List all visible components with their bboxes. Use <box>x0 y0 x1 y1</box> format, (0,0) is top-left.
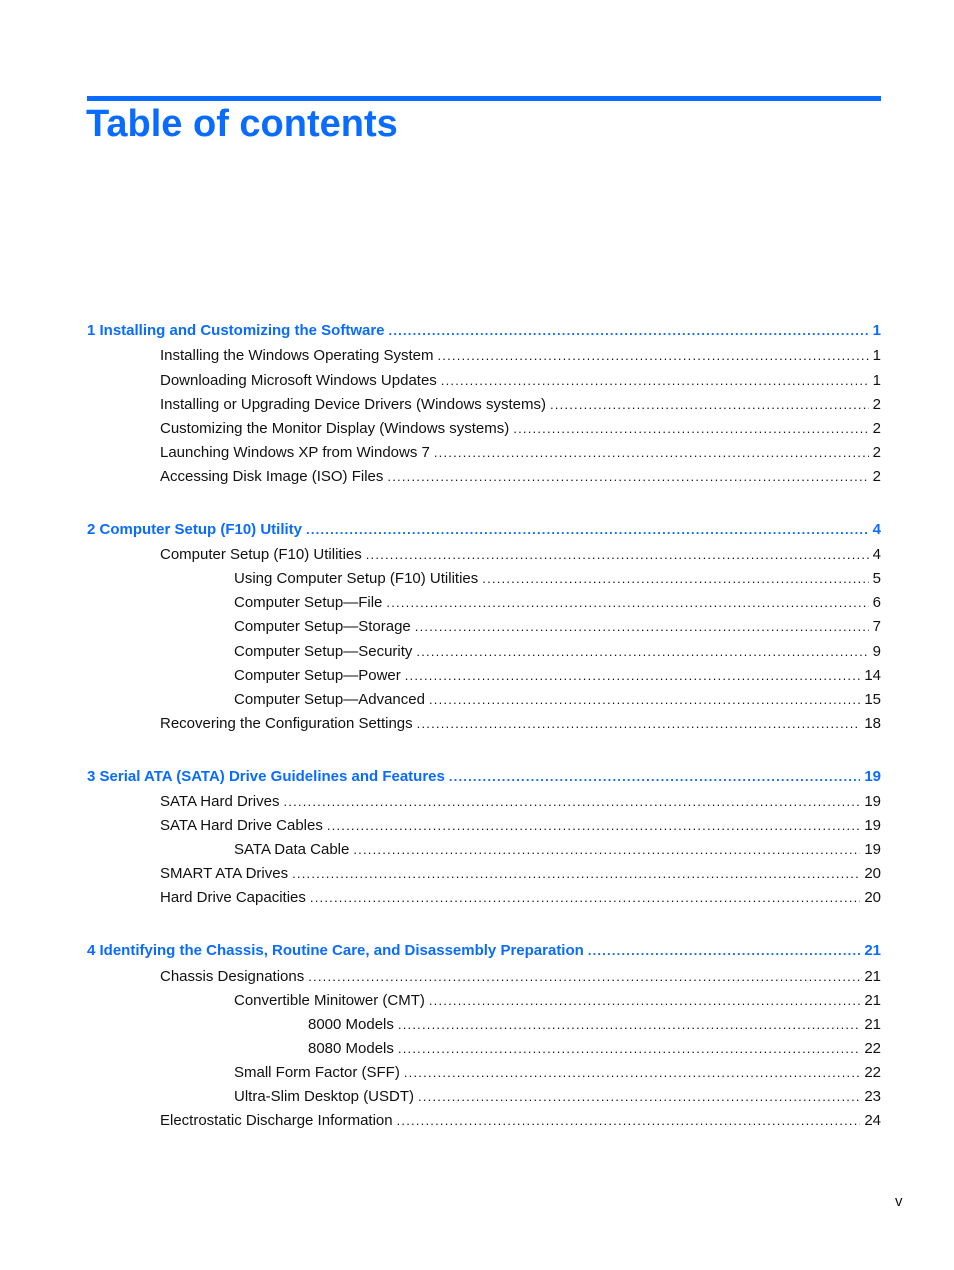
toc-page-number: 2 <box>872 468 881 485</box>
toc-leader-dots <box>308 968 860 986</box>
toc-entry-label: 8000 Models <box>308 1016 394 1033</box>
toc-page-number: 15 <box>864 691 881 708</box>
toc-entry[interactable] <box>234 618 881 636</box>
toc-page-number: 21 <box>864 968 881 985</box>
toc-leader-dots <box>398 1040 860 1058</box>
toc-leader-dots <box>387 468 868 486</box>
toc-entry-label: SATA Hard Drive Cables <box>160 817 323 834</box>
toc-entry-label: Ultra-Slim Desktop (USDT) <box>234 1088 415 1105</box>
toc-entry[interactable] <box>308 1016 881 1034</box>
toc-chapter-3[interactable] <box>87 768 881 786</box>
toc-page-number: 21 <box>864 942 881 959</box>
toc-entry-label: Launching Windows XP from Windows 7 <box>160 444 430 461</box>
toc-leader-dots <box>404 1064 860 1082</box>
toc-entry[interactable] <box>308 1040 881 1058</box>
toc-page-number: 2 <box>872 444 881 461</box>
toc-entry-label: Computer Setup—Storage <box>234 618 411 635</box>
toc-chapter-4[interactable] <box>87 942 881 960</box>
toc-leader-dots <box>429 691 860 709</box>
toc-leader-dots <box>397 1112 861 1130</box>
toc-entry[interactable] <box>160 396 881 414</box>
toc-entry-label: SATA Data Cable <box>234 841 350 858</box>
toc-leader-dots <box>389 322 869 340</box>
toc-leader-dots <box>482 570 868 588</box>
toc-page-number: 7 <box>872 618 881 635</box>
toc-entry[interactable] <box>160 347 881 365</box>
toc-entry[interactable] <box>160 817 881 835</box>
toc-entry-label: Computer Setup—File <box>234 594 383 611</box>
toc-leader-dots <box>310 889 860 907</box>
toc-page-number: 1 <box>872 347 881 364</box>
toc-entry-label: Chassis Designations <box>160 968 305 985</box>
toc-page-number: 9 <box>872 643 881 660</box>
toc-entry-label: 8080 Models <box>308 1040 394 1057</box>
toc-leader-dots <box>327 817 860 835</box>
toc-page-number: 19 <box>864 793 881 810</box>
toc-entry-label: Computer Setup—Power <box>234 667 401 684</box>
toc-entry-label: 4 Identifying the Chassis, Routine Care, and Disassembly Preparation <box>87 942 584 959</box>
toc-page-number: 2 <box>872 396 881 413</box>
toc-page-number: 24 <box>864 1112 881 1129</box>
toc-chapter-2[interactable] <box>87 521 881 539</box>
toc-entry[interactable] <box>160 968 881 986</box>
toc-entry[interactable] <box>234 570 881 588</box>
toc-entry[interactable] <box>234 841 881 859</box>
toc-entry[interactable] <box>160 372 881 390</box>
toc-entry-label: Convertible Minitower (CMT) <box>234 992 425 1009</box>
toc-entry-label: Computer Setup (F10) Utilities <box>160 546 362 563</box>
toc-entry-label: SMART ATA Drives <box>160 865 289 882</box>
toc-leader-dots <box>418 1088 860 1106</box>
toc-entry[interactable] <box>234 643 881 661</box>
toc-entry[interactable] <box>234 1064 881 1082</box>
footer-page-number: v <box>895 1193 903 1210</box>
toc-leader-dots <box>434 444 869 462</box>
toc-page-number: 23 <box>864 1088 881 1105</box>
toc-entry[interactable] <box>160 1112 881 1130</box>
toc-entry[interactable] <box>160 546 881 564</box>
toc-leader-dots <box>417 715 861 733</box>
toc-entry[interactable] <box>160 468 881 486</box>
toc-leader-dots <box>415 618 869 636</box>
toc-leader-dots <box>292 865 860 883</box>
toc-leader-dots <box>386 594 868 612</box>
toc-leader-dots <box>306 521 869 539</box>
toc-entry[interactable] <box>160 420 881 438</box>
toc-page-number: 2 <box>872 420 881 437</box>
toc-entry-label: Accessing Disk Image (ISO) Files <box>160 468 384 485</box>
toc-entry-label: Installing the Windows Operating System <box>160 347 434 364</box>
toc-entry-label: Customizing the Monitor Display (Windows systems) <box>160 420 510 437</box>
toc-entry-label: Computer Setup—Security <box>234 643 413 660</box>
toc-entry-label: SATA Hard Drives <box>160 793 280 810</box>
toc-page-number: 20 <box>864 889 881 906</box>
toc-page-number: 5 <box>872 570 881 587</box>
toc-entry[interactable] <box>160 889 881 907</box>
toc-page-number: 22 <box>864 1064 881 1081</box>
toc-entry-label: Hard Drive Capacities <box>160 889 306 906</box>
toc-page-number: 19 <box>864 768 881 785</box>
toc-leader-dots <box>398 1016 860 1034</box>
toc-entry-label: Computer Setup—Advanced <box>234 691 425 708</box>
toc-entry[interactable] <box>160 793 881 811</box>
toc-entry[interactable] <box>160 444 881 462</box>
toc-page-number: 14 <box>864 667 881 684</box>
toc-page-number: 18 <box>864 715 881 732</box>
toc-entry-label: Downloading Microsoft Windows Updates <box>160 372 437 389</box>
page-title: Table of contents <box>86 103 398 145</box>
toc-entry[interactable] <box>234 691 881 709</box>
toc-entry[interactable] <box>234 667 881 685</box>
toc-page-number: 1 <box>872 372 881 389</box>
toc-page-number: 6 <box>872 594 881 611</box>
toc-leader-dots <box>513 420 868 438</box>
toc-leader-dots <box>588 942 861 960</box>
toc-page-number: 19 <box>864 841 881 858</box>
toc-page-number: 4 <box>872 521 881 538</box>
toc-entry[interactable] <box>234 992 881 1010</box>
toc-page-number: 19 <box>864 817 881 834</box>
toc-page-number: 22 <box>864 1040 881 1057</box>
toc-page-number: 21 <box>864 1016 881 1033</box>
toc-leader-dots <box>416 643 868 661</box>
toc-leader-dots <box>449 768 860 786</box>
toc-page-number: 21 <box>864 992 881 1009</box>
toc-entry-label: 1 Installing and Customizing the Software <box>87 322 385 339</box>
toc-entry-label: 3 Serial ATA (SATA) Drive Guidelines and Features <box>87 768 445 785</box>
toc-leader-dots <box>283 793 860 811</box>
toc-entry[interactable] <box>234 1088 881 1106</box>
toc-entry-label: Using Computer Setup (F10) Utilities <box>234 570 479 587</box>
toc-entry[interactable] <box>160 715 881 733</box>
toc-chapter-1[interactable] <box>87 322 881 340</box>
toc-page-number: 4 <box>872 546 881 563</box>
toc-leader-dots <box>550 396 869 414</box>
toc-entry-label: Electrostatic Discharge Information <box>160 1112 393 1129</box>
toc-leader-dots <box>429 992 860 1010</box>
toc-page-number: 20 <box>864 865 881 882</box>
toc-leader-dots <box>366 546 869 564</box>
toc-page-number: 1 <box>872 322 881 339</box>
toc-entry[interactable] <box>234 594 881 612</box>
toc-entry-label: Installing or Upgrading Device Drivers (Windows systems) <box>160 396 546 413</box>
toc-entry-label: 2 Computer Setup (F10) Utility <box>87 521 303 538</box>
toc-entry-label: Recovering the Configuration Settings <box>160 715 413 732</box>
toc-leader-dots <box>437 347 868 365</box>
toc-entry[interactable] <box>160 865 881 883</box>
toc-leader-dots <box>405 667 861 685</box>
toc-entry-label: Small Form Factor (SFF) <box>234 1064 400 1081</box>
toc-leader-dots <box>353 841 860 859</box>
toc-leader-dots <box>441 372 869 390</box>
